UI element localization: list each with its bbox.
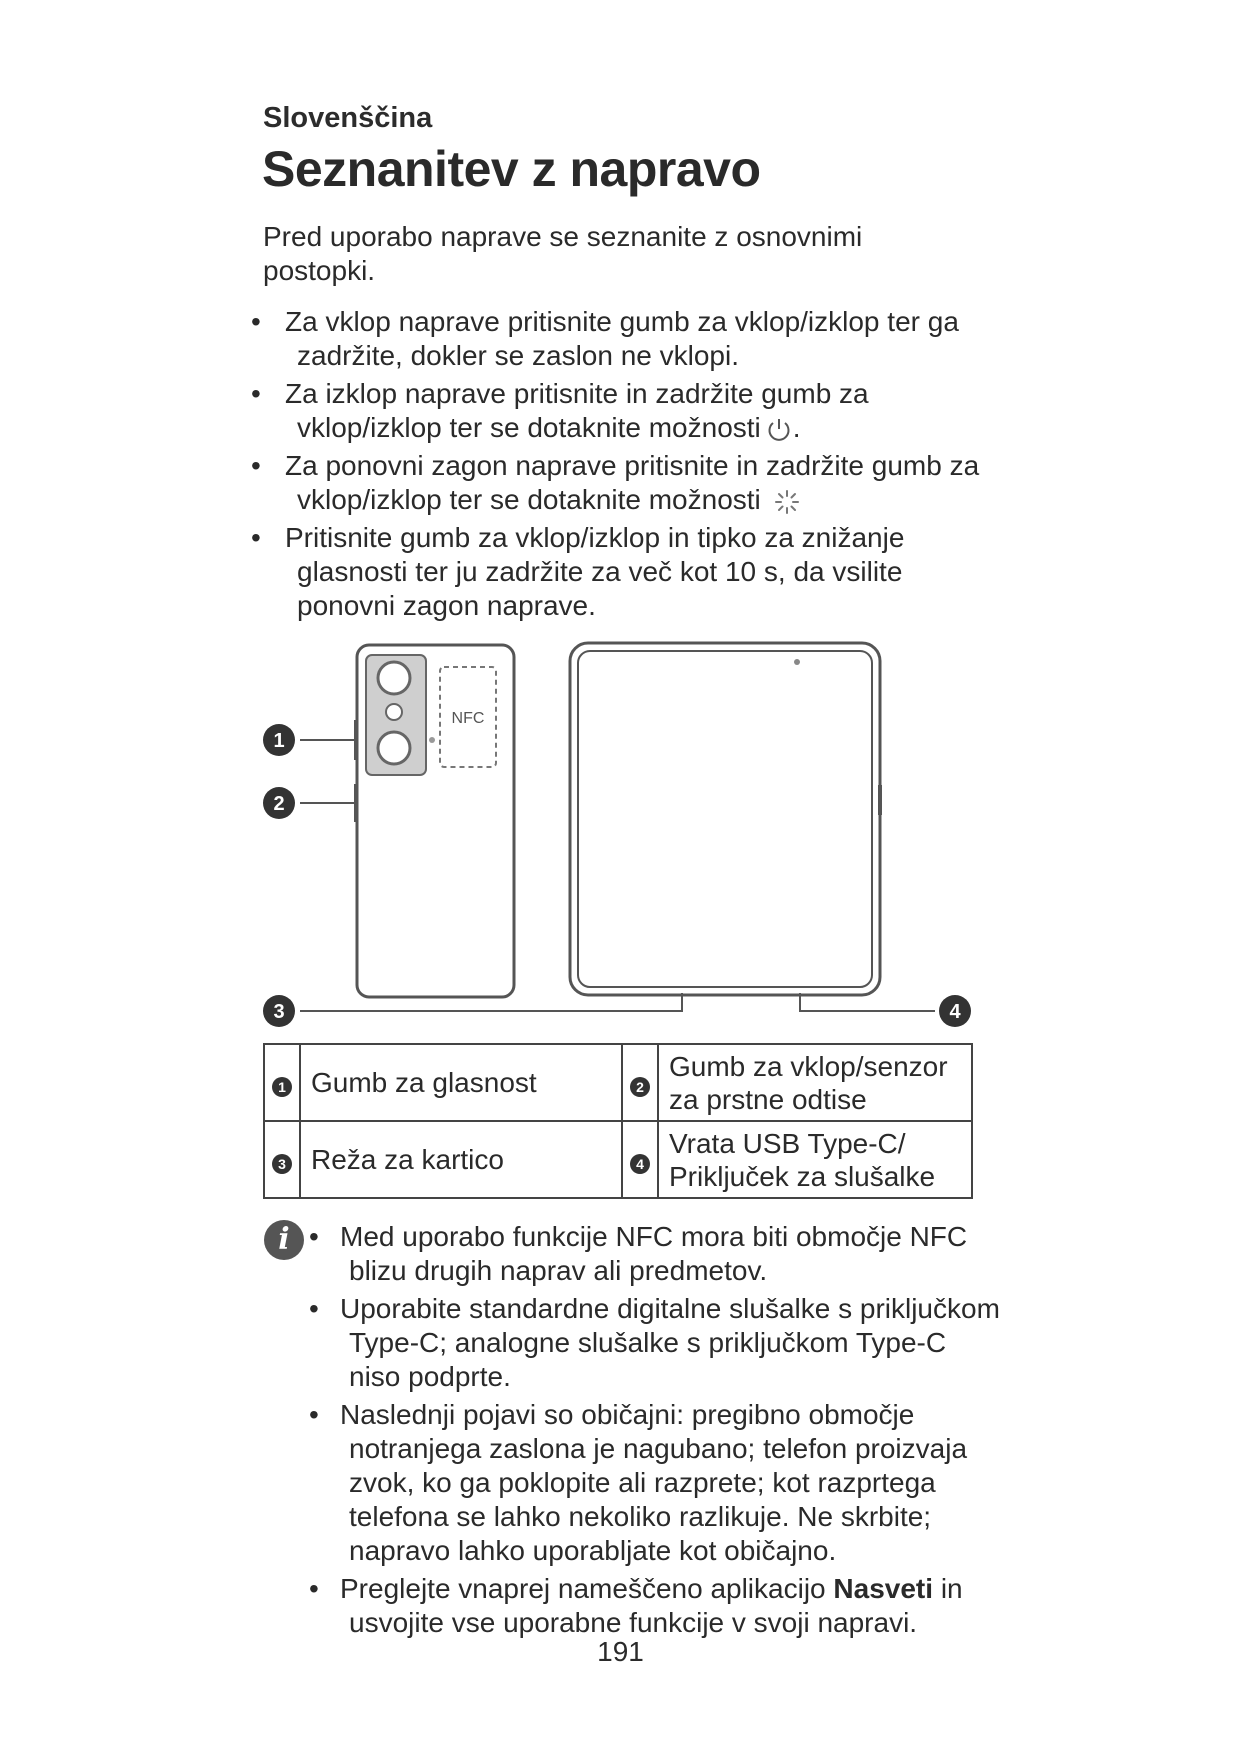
front-camera [794,659,800,665]
part-number: 4 [630,1154,650,1174]
part-label: Gumb za glasnost [311,1067,537,1098]
table-cell-label [658,1121,972,1198]
step-text: Za izklop naprave pritisnite in zadržite gumb za vklop/izklop ter se dotaknite možnosti [285,378,869,443]
part-label: Vrata USB Type-C/ [669,1127,906,1159]
table-cell-number [264,1121,300,1198]
page-number: 191 [597,1636,644,1667]
table-cell-label [300,1121,622,1198]
note-text: Med uporabo funkcije NFC mora biti območje NFC blizu drugih naprav ali predmetov. [340,1221,968,1286]
table-row [264,1044,972,1121]
table-cell-number [622,1121,658,1198]
table-cell-label [300,1044,622,1121]
note-item [340,1572,1000,1640]
part-number: 1 [272,1077,292,1097]
flash [429,737,435,743]
camera-lens [378,662,410,694]
note-item [340,1292,1000,1394]
callout-number: 4 [949,1001,961,1023]
language-label: Slovenščina [263,102,433,134]
callout-number: 2 [273,793,285,815]
power-button [354,784,358,822]
nfc-label: NFC [451,710,485,727]
camera-lens [378,732,410,764]
note-text: Uporabite standardne digitalne slušalke s priključkom Type-C; analogne slušalke s priključkom Type-C niso podprte. [340,1293,1000,1392]
camera-lens [386,704,402,720]
notes-list [340,1220,1000,1644]
note-text: Naslednji pojavi so običajni: pregibno območje notranjega zaslona je nagubano; telefon proizvaja zvok, ko ga poklopite ali razprete; kot razprtega telefona se lahko nekoliko razlikuje. Ne skrbite; napravo lahko uporabljate kot običajno. [340,1399,968,1566]
table-cell-number [622,1044,658,1121]
step-text: Pritisnite gumb za vklop/izklop in tipko za znižanje glasnosti ter ju zadržite za več kot 10 s, da vsilite ponovni zagon naprave. [285,522,905,621]
page-title: Seznanitev z napravo [262,141,761,197]
table-cell-label [658,1044,972,1121]
note-item [340,1220,1000,1288]
app-name: Nasveti [833,1573,934,1604]
callout-number: 1 [273,730,285,752]
side-button [878,785,882,815]
part-label: za prstne odtise [669,1083,867,1115]
parts-table [263,1043,973,1199]
info-icon: i [264,1220,304,1260]
table-cell-number [264,1044,300,1121]
volume-button [354,720,358,760]
step-text: Za ponovni zagon naprave pritisnite in zadržite gumb za vklop/izklop ter se dotaknite možnosti [285,450,980,515]
note-text: Preglejte vnaprej nameščeno aplikacijo [340,1573,826,1604]
part-number: 2 [630,1077,650,1097]
phone-back-view [354,645,514,997]
part-label: Priključek za slušalke [669,1160,936,1192]
note-item [340,1398,1000,1568]
step-text: Za vklop naprave pritisnite gumb za vklop/izklop ter ga zadržite, dokler se zaslon ne vklopi. [285,306,959,371]
note-text: in usvojite vse uporabne funkcije v svoji napravi. [349,1573,963,1638]
table-row [264,1121,972,1198]
step-suffix: . [792,412,801,443]
phone-front-view [570,643,882,995]
intro-paragraph: Pred uporabo naprave se seznanite z osnovnimi postopki. [263,221,863,286]
part-number: 3 [272,1154,292,1174]
part-label: Gumb za vklop/senzor [669,1050,948,1082]
callout-number: 3 [273,1001,285,1023]
part-label: Reža za kartico [311,1144,504,1175]
